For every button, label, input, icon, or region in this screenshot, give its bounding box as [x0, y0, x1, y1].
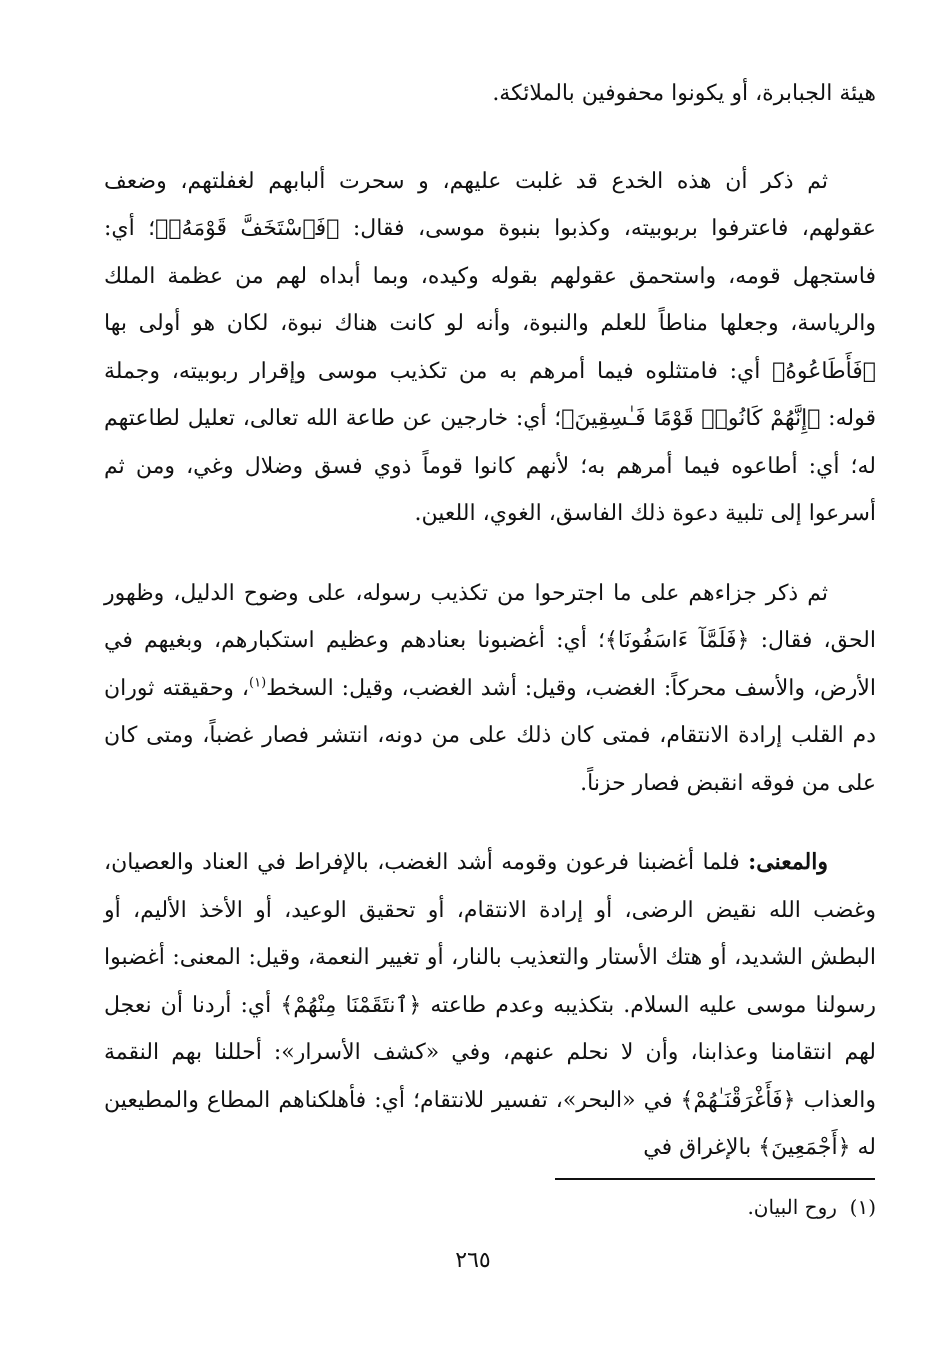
page-body: [104, 70, 876, 1172]
paragraph-1-text-a: ثم ذكر أن هذه الخدع قد غلبت عليهم، و سحرت ألبابهم لغفلتهم، وضعف عقولهم، فاعترفوا بربوبيته، وكذبوا بنبوة موسى، فقال:: [104, 168, 876, 241]
paragraph-gap: [104, 118, 876, 158]
paragraph-1-text-c: أي: فامتثلوه فيما أمرهم به من تكذيب موسى وإقرار ربوبيته، وجملة قوله:: [104, 358, 876, 431]
quran-quote: ﴿فَلَمَّآ ءَاسَفُونَا﴾: [605, 628, 750, 653]
intro-line-text: هيئة الجبابرة، أو يكونوا محفوفين بالملائكة.: [492, 81, 876, 106]
quran-quote: ﴿فَأَطَاعُوهُ﴾: [772, 358, 876, 384]
footnote-divider: [555, 1178, 875, 1180]
paragraph-1-text-b: ؛ أي: فاستجهل قومه، واستحمق عقولهم بقوله وكيده، وبما أبداه لهم من عظمة الملك والرياسة، وجعلها مناطاً للعلم والنبوة، وأنه لو كانت هناك نبوة، لكان هو أولى بها: [104, 216, 876, 336]
paragraph-3-text-a: فلما أغضبنا فرعون وقومه أشد الغضب، بالإفراط في العناد والعصيان، وغضب الله نقيض الرضى، أو إرادة الانتقام، أو تحقيق الوعيد، أو الأخذ الأليم، أو البطش الشديد، أو هتك الأستار والتعذيب بالنار، أو تغيير النعمة، وقيل: المعنى: أغضبوا رسولنا موسى عليه السلام. بتكذيبه وعدم طاعته: [104, 850, 876, 1018]
footnote-number: (١): [849, 1195, 876, 1219]
quran-quote: ﴿ٱنتَقَمْنَا مِنْهُمْ﴾: [280, 992, 422, 1018]
paragraph-gap: [104, 538, 876, 570]
footnote-reference[interactable]: (١): [249, 675, 267, 691]
paragraph-2-text-c: ، وحقيقته ثوران دم القلب إرادة الانتقام، فمتى كان ذلك على من دونه، انتشر فصار غضباً، ومتى كان على من فوقه انقبض فصار حزناً.: [104, 675, 876, 796]
paragraph-2-text-b: ؛ أي: أغضبونا بعنادهم وعظيم استكبارهم، وبغيهم في الأرض، والأسف محركاً: الغضب، وقيل: أشد الغضب، وقيل: السخط: [104, 628, 876, 701]
paragraph-3: [104, 839, 876, 1172]
intro-line: [104, 70, 876, 118]
paragraph-2-text-a: ثم ذكر جزاءهم على ما اجترحوا من تكذيب رسوله، على وضوح الدليل، وظهور الحق، فقال:: [104, 580, 876, 653]
paragraph-1: [104, 158, 876, 538]
paragraph-1-text-d: ؛ أي: خارجين عن طاعة الله تعالى، تعليل لطاعتهم له؛ أي: أطاعوه فيما أمرهم به؛ لأنهم كانوا قوماً ذوي فسق وضلال وغي، ومن ثم أسرعوا إلى تلبية دعوة ذلك الفاسق، الغوي، اللعين.: [104, 406, 876, 526]
paragraph-3-text-b: أي: أردنا أن نعجل لهم انتقامنا وعذابنا، وأن لا نحلم عنهم، وفي «كشف الأسرار»: أحللنا بهم النقمة والعذاب: [104, 992, 876, 1113]
quran-quote: ﴿فَأَغْرَقْنَـٰهُمْ﴾: [680, 1087, 796, 1113]
quran-quote: ﴿فَٱسْتَخَفَّ قَوْمَهُۥ﴾: [155, 216, 340, 241]
paragraph-gap: [104, 807, 876, 839]
paragraph-2: [104, 570, 876, 808]
paragraph-3-term: والمعنى:: [748, 849, 828, 875]
paragraph-3-text-c: في «البحر»، تفسير للانتقام؛ أي: فأهلكناهم المطاع والمطيعين له: [104, 1087, 876, 1160]
footnote: [500, 1190, 876, 1224]
page-number: ٢٦٥: [455, 1248, 491, 1273]
footnote-text: روح البيان.: [747, 1195, 837, 1219]
quran-quote: ﴿إِنَّهُمْ كَانُوا۟ قَوْمًا فَـٰسِقِينَ﴾: [561, 406, 821, 431]
quran-quote: ﴿أَجْمَعِينَ﴾: [758, 1135, 851, 1160]
paragraph-3-text-d: بالإغراق في: [643, 1135, 759, 1160]
